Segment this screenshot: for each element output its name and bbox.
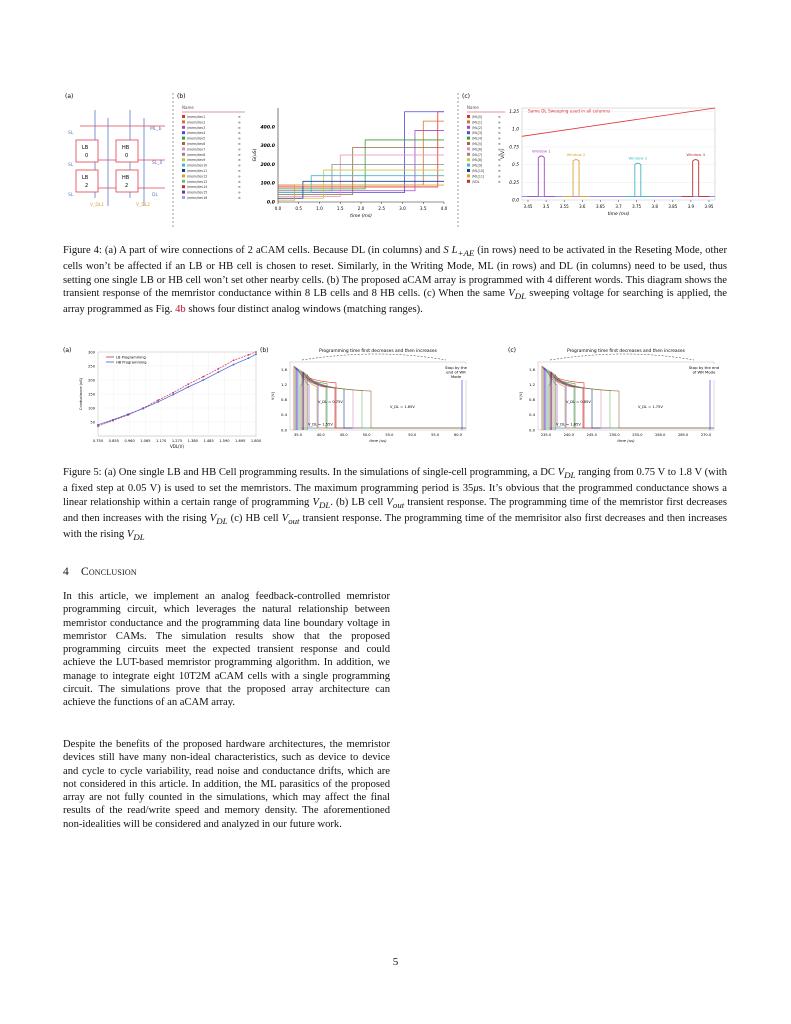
fig4a-sl-left: SL [68,131,74,136]
fig5b-x-tick-label: 45.0 [339,433,348,437]
fig5a-x-tick-label: 1.800 [250,439,262,443]
fig5a-x-tick-label: 0.960 [124,439,135,443]
fig4a-cell-lb0 [76,140,98,162]
fig4c-x-tick-label: 3.45 [523,204,533,209]
fig4c-legend-item: /ML[2] [472,125,483,130]
fig4b-legend-marker: ⊕ [238,158,241,163]
fig5-caption-vout2: V [281,512,289,524]
fig4c-legend-marker: ⊕ [498,163,501,168]
fig5b-y-tick-label: 0.8 [280,397,287,403]
fig4a-dl-top: DL [152,193,158,198]
fig4c-legend-item: /ML[6] [472,147,483,152]
svg-text:LB: LB [82,145,89,151]
fig4c-x-tick-label: 3.55 [559,204,569,209]
fig4c-y-tick-label: 0.75 [509,145,519,151]
fig4c-x-tick-label: 3.95 [704,204,714,209]
fig5b-y-tick-label: 1.6 [280,366,287,372]
fig4c-label: (c) [462,93,470,100]
fig4c-y-label: V(V) [501,149,506,159]
fig5a-x-label: VDL(V) [170,444,184,449]
fig5c-arc [550,354,694,360]
fig4c-x-label: time (ms) [607,212,630,217]
fig5b-x-tick-label: 60.0 [453,433,463,437]
fig4c-legend-item: /ML[7] [472,152,483,157]
fig4c-y-tick-label: 0.25 [509,180,519,186]
fig4b-x-tick-label: 4.0 [440,206,448,211]
fig5-caption-mu: μ [473,483,479,495]
fig4c-legend-marker: ⊕ [498,125,501,130]
fig4b-legend-item: /mem/dev16 [187,196,208,200]
fig4b-legend-swatch [182,147,185,150]
fig5c-x-tick-label: 250.0 [609,433,620,437]
fig4b-legend-swatch [182,174,185,177]
figure-4-caption [63,244,727,316]
fig5c-label: (c) [508,347,516,354]
fig4b-label: (b) [177,93,186,100]
fig4b-legend-item: /mem/dev15 [187,190,208,195]
fig5c-x-tick-label: 235.0 [540,433,552,437]
fig4c-legend-marker: ⊕ [498,136,501,141]
fig4c-x-tick-label: 3.7 [615,204,622,209]
fig5c-x-tick-label: 245.0 [586,433,597,437]
fig5a-point [112,419,114,421]
fig4a-cell-lb2 [76,170,98,192]
fig5c-stop-label: Stop by the end [688,365,720,370]
fig5a-point [217,368,219,370]
fig4b-x-tick-label: 0.0 [274,206,282,211]
fig4-caption-part3: sweeping voltage for searching is applied, the array programmed as Fig. [63,287,727,316]
fig5c-frame [538,362,714,430]
fig4c-y-tick-label: 1.0 [512,127,519,133]
fig4b-legend-swatch [182,164,185,167]
svg-text:HB: HB [122,145,130,151]
fig4c-window-label: Window 3 [628,155,648,161]
fig5a-point [255,353,257,355]
fig4c-y-tick-label: 1.25 [509,110,519,116]
fig5b-y-tick-label: 1.2 [280,381,287,387]
fig5c-y-tick-label: 1.6 [528,366,535,372]
fig5a-point [142,408,144,410]
fig5a-point [202,379,204,381]
fig5c-x-label: time (us) [617,438,635,443]
fig5c-y-tick-label: 0.8 [528,397,535,403]
fig4b-legend-item: /mem/dev2 [187,120,206,125]
fig5a-x-tick-label: 1.590 [219,439,230,443]
svg-text:0: 0 [85,153,89,159]
fig4c-legend-marker: ⊕ [498,142,501,146]
fig4c-y-tick-label: 0.5 [512,163,519,169]
fig5b-y-tick-label: 0.0 [280,427,287,433]
fig5a-point [127,413,129,415]
fig4-caption-part1: Figure 4: (a) A part of wire connections of 2 aCAM cells. Because DL (in columns) and [63,245,444,256]
fig4c-window-curve [682,160,710,197]
fig4b-legend-item: /mem/dev4 [187,131,206,136]
fig5b-x-tick-label: 50.0 [408,433,417,437]
fig5b-stop-label: Mode [450,374,462,380]
fig4b-legend-marker: ⊕ [238,136,241,141]
fig4c-x-tick-label: 3.6 [579,204,586,209]
fig5-caption-vdl4-sub: DL [133,532,145,543]
fig4c-window-curve [562,160,590,197]
fig4a-ml-top: ML_b [150,127,162,132]
fig4b-x-label: time (ms) [350,214,372,219]
fig4c-legend-swatch [467,142,470,145]
figure-4 [60,88,730,238]
fig4a-cell-hb2 [116,170,138,192]
fig4c-legend-item: /ML[0] [472,115,483,119]
fig4a-vdl2: V_DL2 [136,203,151,208]
fig5a-x-tick-label: 1.065 [140,439,151,443]
fig4c-legend-marker: ⊕ [498,120,501,125]
fig5b-x-tick-label: 55.0 [385,433,394,437]
fig5c-y-tick-label: 0.4 [528,412,535,418]
fig4c-legend-marker: ⊕ [498,158,501,163]
fig4b-legend-marker: ⊕ [238,152,241,157]
svg-text:2: 2 [85,183,89,189]
fig5c-x-tick-label: 255.0 [632,433,643,437]
fig4c-legend-swatch [467,147,470,150]
fig4b-legend-marker: ⊕ [238,179,241,184]
fig5b-stop-label: Stop by the [445,365,467,370]
fig5c-y-label: V(V) [518,391,523,401]
fig5b-annotation-mid: V_DL = 1.55V [308,422,333,427]
fig5-caption-vdl1: V [557,467,565,478]
fig4c-legend-swatch [467,126,470,129]
fig4c-legend-marker: ⊕ [498,169,501,173]
fig5c-y-tick-label: 0.0 [528,427,535,433]
fig4b-legend-marker: ⊕ [238,120,241,125]
fig4c-annotation: Same DL Sweeping used in all columns [528,108,611,114]
fig5b-x-tick-label: 35.0 [293,433,303,437]
fig5a-point [248,354,250,356]
fig4b-legend-marker: ⊕ [238,147,241,152]
fig5-caption-vdl1-sub: DL [564,470,576,481]
fig5a-point [157,399,159,401]
fig4b-legend-item: /mem/dev11 [187,169,208,173]
fig4b-y-label: G(uS) [253,148,258,162]
fig5-caption-text3: s. It’s obvious that the programmed conductance shows a linear relationship within a certain range of programming [63,483,727,508]
fig5a-x-tick-label: 1.170 [156,439,167,443]
fig4b-legend-marker: ⊕ [238,169,241,173]
fig5a-point [172,394,174,396]
fig4b-legend-swatch [182,158,185,161]
fig5b-x-tick-label: 50.0 [362,433,371,437]
fig5c-annotation-mid: V_DL = 1.65V [556,422,581,427]
fig4c-legend-swatch [467,158,470,161]
fig5a-x-tick-label: 0.855 [108,439,119,443]
fig5b-frame [290,362,466,430]
fig5-caption-text2: ranging from 0.75 V to 1.8 V (with a fixed step at 0.05 V) is used to set the memristors. The maximum programming period is 35 [63,467,727,495]
fig4b-legend-marker: ⊕ [238,131,241,136]
fig4c-legend-item: /ML[1] [472,120,483,125]
fig5c-plot [508,347,720,443]
fig5-caption-vout1-sub: out [392,499,405,510]
fig4b-y-tick-label: 300.0 [260,144,275,150]
fig4-caption-sl-sub: +AE [457,248,475,259]
fig5b-label: (b) [260,347,269,354]
svg-text:LB: LB [82,175,89,181]
fig4b-legend-item: /mem/dev1 [187,115,206,119]
fig4c-legend-item: /ML[9] [472,163,483,168]
fig5a-legend-item: LB Programming [116,355,146,360]
fig4c-y-tick-label: 0.0 [512,198,519,204]
fig4a-label: (a) [65,93,74,100]
fig4b-x-tick-label: 1.0 [316,206,323,211]
fig5a-label: (a) [63,347,72,354]
fig4c-x-tick-label: 3.5 [542,204,550,209]
fig5a-y-tick-label: 200 [88,378,95,383]
fig5a-point [217,371,219,373]
fig5-caption-text1: Figure 5: (a) One single LB and HB Cell programming results. In the simulations of single-cell programming, a DC [63,467,558,478]
fig5a-point [248,357,250,359]
fig4b-legend-item: /mem/dev14 [187,185,208,190]
fig4b-x-tick-label: 3.0 [399,206,406,211]
fig4b-legend-item: /mem/dev8 [187,152,206,157]
fig4a-sl-bot: SL [68,193,74,198]
fig4b-legend-item: /mem/dev9 [187,158,206,163]
fig4b-legend-marker: ⊕ [238,142,241,146]
fig4b-legend-marker: ⊕ [238,190,241,195]
fig5-caption-vout1: V [386,496,393,508]
fig4-caption-sl: S L [443,245,458,256]
fig5b-x-tick-label: 55.0 [431,433,440,437]
fig5a-point [187,383,189,385]
fig5a-y-tick-label: 250 [88,364,95,369]
fig5c-x-tick-label: 240.0 [563,433,575,437]
fig4b-plot [252,108,448,219]
fig4b-legend-swatch [182,169,185,172]
fig4b-legend-title: Name [182,105,194,110]
fig5a-legend-item: HB Programming [116,360,147,365]
fig4b-legend-item: /mem/dev13 [187,179,208,184]
fig4b-legend [182,115,241,200]
svg-text:0: 0 [125,153,129,159]
conclusion-paragraph-2: Despite the benefits of the proposed hardware architectures, the memristor devices still have many non-ideal characteristics, such as device to device and cycle to cycle variability, read noise and conductance drifts, which are not considered in this article. In addition, the ML parasitics of the proposed array are not fully counted in the simulations, which may affect the final results of the read/write speed and memory density. The aforementioned non-idealities will be considered and analyzed in our future work. [63,739,390,830]
fig4b-legend-swatch [182,180,185,183]
fig5-caption-text6: (c) HB cell [227,512,282,524]
fig4c-legend-swatch [467,120,470,123]
fig4c-legend-item: /ML[4] [472,136,483,141]
figure-5-svg [60,344,730,462]
fig4c-legend-marker: ⊕ [498,131,501,136]
fig4c-legend-marker: ⊕ [498,174,501,179]
fig4c-legend-swatch [467,153,470,156]
fig4c-legend-marker: ⊕ [498,179,501,184]
conclusion-paragraph-1: In this article, we implement an analog feedback-controlled memristor programming circuit, which leverages the natural relationship between memristor conductance and the programming data line boundary voltage in memristor CAMs. The simulation results show that the proposed programming circuits meet the expected transient response and could achieve the LUT-based memristor programming algorithm. In addition, we manage to integrate eight 10T2M aCAM cells with a single programming circuit. The simulations prove that the proposed array architecture can achieve the functions of an aCAM array. [63,591,390,709]
fig4b-legend-swatch [182,115,185,118]
fig4b-y-tick-label: 200.0 [260,162,275,168]
fig5b-title: Programming time first decreases and then increases [319,349,437,354]
fig4b-legend-marker: ⊕ [238,125,241,130]
fig5c-x-tick-label: 265.0 [677,433,689,437]
fig4b-x-tick-label: 1.5 [336,206,344,211]
fig4c-window-curve [624,163,652,196]
fig5-caption-vdl3-sub: DL [216,515,228,526]
fig5-caption-vout2-sub: out [288,515,300,526]
fig4b-x-tick-label: 0.5 [295,206,303,211]
fig5c-title: Programming time first decreases and then increases [567,349,685,354]
fig4b-legend-marker: ⊕ [238,174,241,179]
fig5a-point [202,376,204,378]
fig5a-y-tick-label: 50 [90,420,95,425]
fig4b-x-tick-label: 3.5 [419,206,427,211]
fig5a-y-label: Conductance (uS) [79,377,83,411]
fig4b-legend-swatch [182,126,185,129]
fig5a-plot [63,347,262,449]
fig4c-legend-item: /ML[11] [472,174,485,179]
fig4c-window-label: Window 2 [566,152,586,158]
fig4b-y-tick-label: 100.0 [260,181,275,187]
fig5b-x-tick-label: 40.0 [316,433,325,437]
fig5b-annotation-low: V_DL = 0.75V [318,399,343,404]
fig4c-legend-item: /ML[8] [472,158,483,163]
fig4-caption-part4: shows four distinct analog windows (matching ranges). [185,304,423,316]
figure-4-svg [60,88,730,238]
fig5c-x-tick-label: 260.0 [655,433,666,437]
fig5-caption-text4: . (b) LB cell [330,496,387,508]
figure-5-caption [63,466,727,544]
fig5a-y-tick-label: 300 [88,350,95,355]
fig4b-legend-marker: ⊕ [238,115,241,119]
fig4b-legend-swatch [182,185,185,188]
fig4b-legend-swatch [182,153,185,156]
fig5a-point [172,392,174,394]
fig4c-legend-item: /ML[10] [472,169,485,173]
fig4c-legend-marker: ⊕ [498,115,501,119]
fig5b-stop-label: end of WR [446,369,466,375]
fig4a-cell-hb0 [116,140,138,162]
fig5a-y-tick-label: 100 [88,406,95,411]
fig4-caption-ref-link[interactable]: 4b [175,304,186,316]
fig5a-point [187,386,189,388]
fig4b-series-line [278,112,444,193]
fig4c-x-tick-label: 3.9 [687,204,695,209]
fig5c-x-tick-label: 270.0 [700,433,712,437]
fig5a-x-tick-label: 1.695 [235,439,246,443]
fig4c-x-tick-label: 3.8 [651,204,658,209]
fig4c-legend [467,115,501,184]
fig4b-series-line [278,181,444,198]
figure-5 [60,344,730,462]
fig5b-plot [260,347,472,443]
fig4b-legend-swatch [182,196,185,199]
fig4c-legend-swatch [467,164,470,167]
fig4b-legend-swatch [182,120,185,123]
fig4c-legend-item: /ML[5] [472,142,483,146]
fig5-caption-text7: transient response. The programming time of the memrisitor also first decreases and then increases with the rising [63,512,727,541]
fig4b-y-tick-label: 400.0 [260,125,275,131]
fig5a-y-tick-label: 150 [88,392,95,397]
fig5-caption-vdl4: V [126,529,134,541]
fig5a-x-tick-label: 1.275 [171,439,183,443]
fig4c-window-curve [527,156,555,196]
fig4c-x-tick-label: 3.75 [632,204,642,209]
fig4c-legend-swatch [467,174,470,177]
fig4a-vdl1: V_DL1 [90,203,105,208]
fig4c-window-label: Window 1 [532,148,551,154]
fig4c-x-tick-label: 3.85 [668,204,678,209]
fig5b-x-label: time (us) [369,438,387,443]
fig5a-x-tick-label: 0.750 [92,439,104,443]
fig4c-legend-swatch [467,137,470,140]
fig4b-legend-swatch [182,131,185,134]
section-heading [63,566,137,578]
fig4b-x-tick-label: 2.5 [378,206,386,211]
fig4b-legend-marker: ⊕ [238,163,241,168]
fig5-caption-text5: transient response. The programming time of the memristor first decreases and then increases with the rising [63,496,727,524]
fig4b-legend-swatch [182,191,185,194]
fig5a-x-tick-label: 1.485 [203,439,214,443]
fig4c-x-tick-label: 3.65 [595,204,605,209]
fig4b-x-tick-label: 2.0 [357,206,365,211]
fig5-caption-vdl3: V [209,512,217,524]
fig5a-point [233,360,235,362]
fig4-caption-vdl: V [508,287,515,299]
fig5-caption-vdl2-sub: DL [318,499,331,510]
fig5a-point [233,364,235,366]
fig4c-legend-marker: ⊕ [498,147,501,152]
fig5c-annotation-low: V_DL = 0.85V [566,399,591,404]
fig4c-legend-swatch [467,180,470,183]
fig4c-legend-item: /ML[3] [472,131,483,136]
fig5b-y-label: V(V) [270,391,275,401]
fig4c-legend-swatch [467,169,470,172]
fig4b-legend-swatch [182,142,185,145]
fig4-caption-vdl-sub: DL [514,290,527,301]
fig4b-legend-item: /mem/dev12 [187,174,208,179]
svg-text:HB: HB [122,175,130,181]
section-number: 4 [63,566,69,578]
fig4b-legend-item: /mem/dev6 [187,142,206,146]
fig4b-legend-item: /mem/dev3 [187,125,206,130]
fig4c-window-label: Window 4 [686,152,705,158]
fig4c-legend-marker: ⊕ [498,152,501,157]
fig5a-point [157,401,159,403]
fig4-caption-part2: (in rows) need to be activated in the Reseting Mode, other cells won’t be affected if an LB or HB cell is chosen to reset. Similarly, in the Writing Mode, ML (in rows) and DL (in columns) need to be used, thus setting one single LB or HB cell won’t set other nearby cells. (b) The proposed aCAM array is programmed with 4 different words. This diagram shows the transient response of the memristor conductance within 8 LB cells and 8 HB cells. (c) When the same [63,245,727,299]
fig5a-x-tick-label: 1.380 [187,439,198,443]
fig5a-point [97,424,99,426]
fig5c-annotation-high: V_DL = 1.75V [638,405,663,410]
fig4b-legend-swatch [182,137,185,140]
fig4c-legend-item: /VDL [472,179,480,184]
fig4c-legend-swatch [467,131,470,134]
fig4b-legend-marker: ⊕ [238,196,241,200]
fig4c-plot [500,108,715,217]
fig5b-arc [302,354,446,360]
fig4a-slo: SL_0 [152,161,163,166]
svg-text:2: 2 [125,183,129,189]
fig5-caption-vdl2: V [312,496,319,508]
fig4b-legend-item: /mem/dev10 [187,163,208,168]
fig4c-legend-swatch [467,115,470,118]
fig5c-stop-label: of WR Mode [692,369,716,375]
fig4b-legend-marker: ⊕ [238,185,241,190]
page-number: 5 [392,956,399,968]
fig4b-y-tick-label: 0.0 [266,200,275,206]
fig5b-y-tick-label: 0.4 [280,412,287,418]
section-title: Conclusion [80,566,137,578]
fig4b-legend-item: /mem/dev7 [187,147,206,152]
fig4c-legend-title: Name [467,105,479,110]
fig5b-annotation-high: V_DL = 1.65V [390,405,415,410]
fig5c-y-tick-label: 1.2 [528,381,535,387]
fig5a-point [255,351,257,353]
fig4a-sl-mid: SL [68,163,74,168]
fig4b-legend-item: /mem/dev5 [187,136,206,141]
